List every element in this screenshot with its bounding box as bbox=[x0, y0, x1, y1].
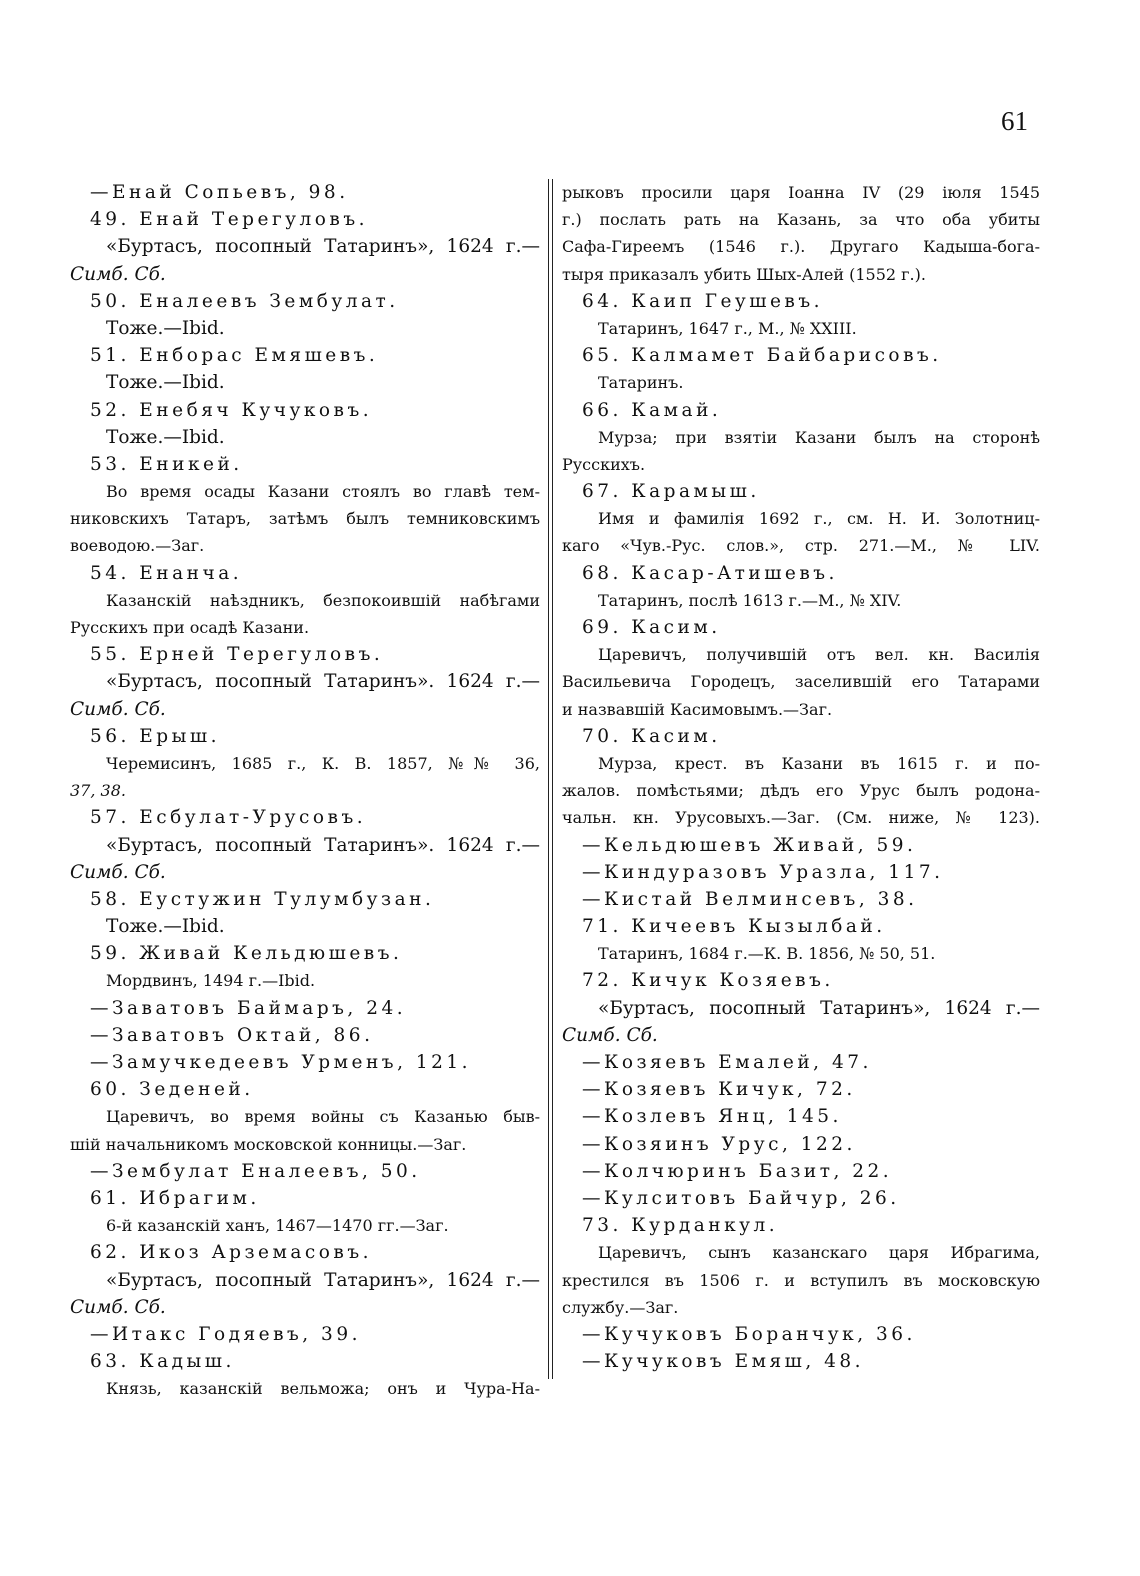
right-column bbox=[562, 179, 1040, 1375]
entry-text: Татаринъ. bbox=[598, 373, 684, 393]
cross-reference: —Козяевъ Кичук, 72. bbox=[582, 1079, 856, 1101]
cross-reference: —Козяинъ Урус, 122. bbox=[582, 1133, 856, 1155]
entry-text: Тоже.—Ibid. bbox=[106, 916, 225, 938]
cross-reference: —Колчюринъ Базит, 22. bbox=[582, 1160, 893, 1182]
entry-text: г.) послать рать на Казань, за что оба убиты bbox=[562, 210, 1040, 230]
entry-text: Татаринъ, послѣ 1613 г.—М., № XIV. bbox=[598, 590, 902, 610]
entry-text: Тоже.—Ibid. bbox=[106, 372, 225, 394]
entry-text: Русскихъ при осадѣ Казани. bbox=[70, 618, 310, 637]
entry-text: Мурза, крест. въ Казани въ 1615 г. и по- bbox=[598, 753, 1040, 773]
cross-reference: —Кистай Велминсевъ, 38. bbox=[582, 888, 918, 910]
entry-text: «Буртасъ, посопный Татаринъ». 1624 г.— bbox=[106, 671, 540, 693]
entry-text: Васильевича Городецъ, заселившій его Татарами bbox=[562, 672, 1040, 692]
entry-heading: 49. Енай Терегуловъ. bbox=[90, 209, 368, 231]
entry-text: каго «Чув.-Рус. слов.», стр. 271.—М., № LIV. bbox=[562, 536, 1040, 556]
cross-reference: —Зембулат Еналеевъ, 50. bbox=[90, 1160, 421, 1182]
entry-text: жалов. помѣстьями; дѣдъ его Урус былъ родона- bbox=[562, 781, 1040, 801]
entry-heading: 66. Камай. bbox=[582, 399, 722, 421]
entry-text: воеводою.—Заг. bbox=[70, 536, 205, 556]
entry-heading: 58. Еустужин Тулумбузан. bbox=[90, 888, 435, 910]
entry-text: чальн. кн. Урусовыхъ.—Заг. (См. ниже, № 123). bbox=[562, 808, 1040, 828]
entry-text: Татаринъ, 1647 г., М., № XXIII. bbox=[598, 318, 857, 338]
entry-heading: 53. Еникей. bbox=[90, 453, 243, 475]
entry-heading: 68. Касар-Атишевъ. bbox=[582, 562, 838, 584]
entry-text: никовскихъ Татаръ, затѣмъ былъ темниковскимъ bbox=[70, 509, 540, 529]
entry-text: тыря приказалъ убить Шых-Алей (1552 г.). bbox=[562, 264, 926, 284]
entry-heading: 71. Кичеевъ Кызылбай. bbox=[582, 916, 886, 938]
entry-text: службу.—Заг. bbox=[562, 1297, 679, 1317]
entry-heading: 54. Енанча. bbox=[90, 562, 243, 584]
entry-heading: 64. Каип Геушевъ. bbox=[582, 290, 823, 312]
entry-text: Сафа-Гиреемъ (1546 г.). Другаго Кадыша-бога- bbox=[562, 237, 1040, 257]
entry-heading: 55. Ерней Терегуловъ. bbox=[90, 644, 384, 666]
entry-text: Царевичъ, во время войны съ Казанью быв- bbox=[106, 1107, 540, 1127]
entry-text: Царевичъ, сынъ казанскаго царя Ибрагима, bbox=[598, 1243, 1040, 1263]
entry-text: рыковъ просили царя Іоанна IV (29 іюля 1545 bbox=[562, 183, 1040, 202]
cross-reference: —Итакс Годяевъ, 39. bbox=[90, 1323, 361, 1345]
entry-text: Симб. Сб. bbox=[562, 1024, 658, 1046]
entry-heading: 50. Еналеевъ Зембулат. bbox=[90, 290, 399, 312]
entry-text: Симб. Сб. bbox=[70, 1296, 166, 1318]
entry-text: Тоже.—Ibid. bbox=[106, 426, 225, 448]
left-column bbox=[70, 179, 540, 1402]
entry-heading: 65. Калмамет Байбарисовъ. bbox=[582, 345, 942, 367]
cross-reference: —Заватовъ Октай, 86. bbox=[90, 1024, 374, 1046]
entry-heading: 59. Живай Кельдюшевъ. bbox=[90, 943, 403, 965]
entry-text: Имя и фамилія 1692 г., см. Н. И. Золотниц- bbox=[598, 509, 1040, 529]
entry-text: Мурза; при взятіи Казани былъ на сторонѣ bbox=[598, 427, 1040, 447]
cross-reference: —Енай Сопьевъ, 98. bbox=[90, 182, 349, 203]
entry-heading: 61. Ибрагим. bbox=[90, 1187, 260, 1209]
entry-text: Русскихъ. bbox=[562, 454, 646, 474]
entry-text: Симб. Сб. bbox=[70, 861, 166, 883]
entry-text: Князь, казанскій вельможа; онъ и Чура-На- bbox=[106, 1379, 540, 1399]
entry-heading: 62. Икоз Арземасовъ. bbox=[90, 1242, 372, 1264]
column-divider bbox=[548, 179, 553, 1379]
entry-heading: 51. Енборас Емяшевъ. bbox=[90, 345, 379, 367]
cross-reference: —Кельдюшевъ Живай, 59. bbox=[582, 834, 917, 856]
entry-text: «Буртасъ, посопный Татаринъ», 1624 г.— bbox=[598, 997, 1040, 1019]
cross-reference: —Заватовъ Баймаръ, 24. bbox=[90, 997, 407, 1019]
entry-text: шій начальникомъ московской конницы.—Заг. bbox=[70, 1134, 467, 1154]
entry-text: Черемисинъ, 1685 г., К. В. 1857, №№ 36, bbox=[106, 753, 540, 773]
cross-reference: —Козяевъ Емалей, 47. bbox=[582, 1052, 872, 1073]
entry-text: «Буртасъ, посопный Татаринъ». 1624 г.— bbox=[106, 834, 540, 856]
entry-text: 6-й казанскій ханъ, 1467—1470 гг.—Заг. bbox=[106, 1216, 449, 1236]
entry-text: «Буртасъ, посопный Татаринъ», 1624 г.— bbox=[106, 1269, 540, 1291]
entry-heading: 56. Ерыш. bbox=[90, 725, 220, 747]
cross-reference: —Киндуразовъ Уразла, 117. bbox=[582, 861, 944, 883]
entry-text: Во время осады Казани стоялъ во главѣ тем- bbox=[106, 482, 540, 502]
entry-heading: 67. Карамыш. bbox=[582, 481, 760, 503]
entry-heading: 57. Есбулат-Урусовъ. bbox=[90, 807, 367, 829]
entry-heading: 69. Касим. bbox=[582, 617, 721, 638]
entry-heading: 70. Касим. bbox=[582, 725, 721, 747]
cross-reference: —Кучуковъ Емяш, 48. bbox=[582, 1351, 865, 1373]
entry-heading: 73. Курданкул. bbox=[582, 1215, 779, 1237]
page-number: 61 bbox=[1001, 106, 1028, 136]
cross-reference: —Кучуковъ Боранчук, 36. bbox=[582, 1323, 916, 1345]
entry-heading: 72. Кичук Козяевъ. bbox=[582, 970, 834, 992]
entry-text: Царевичъ, получившій отъ вел. кн. Василія bbox=[598, 645, 1040, 665]
entry-text: Татаринъ, 1684 г.—К. В. 1856, № 50, 51. bbox=[598, 944, 936, 964]
entry-heading: 63. Кадыш. bbox=[90, 1351, 235, 1373]
cross-reference: —Козлевъ Янц, 145. bbox=[582, 1106, 842, 1128]
entry-heading: 52. Енебяч Кучуковъ. bbox=[90, 399, 373, 421]
entry-text: Симб. Сб. bbox=[70, 698, 166, 720]
entry-text: Казанскій наѣздникъ, безпокоившій набѣгами bbox=[106, 590, 540, 610]
entry-heading: 60. Зеденей. bbox=[90, 1079, 254, 1101]
entry-text: крестился въ 1506 г. и вступилъ въ московскую bbox=[562, 1270, 1040, 1290]
cross-reference: —Замучкедеевъ Урменъ, 121. bbox=[90, 1052, 472, 1073]
entry-text: и назвавшій Касимовымъ.—Заг. bbox=[562, 699, 833, 719]
entry-text: «Буртасъ, посопный Татаринъ», 1624 г.— bbox=[106, 236, 540, 258]
entry-text: Тоже.—Ibid. bbox=[106, 317, 225, 339]
entry-text: Симб. Сб. bbox=[70, 263, 166, 285]
entry-text: Мордвинъ, 1494 г.—Ibid. bbox=[106, 971, 316, 991]
cross-reference: —Кулситовъ Байчур, 26. bbox=[582, 1187, 900, 1209]
entry-text: 37, 38. bbox=[70, 781, 126, 801]
